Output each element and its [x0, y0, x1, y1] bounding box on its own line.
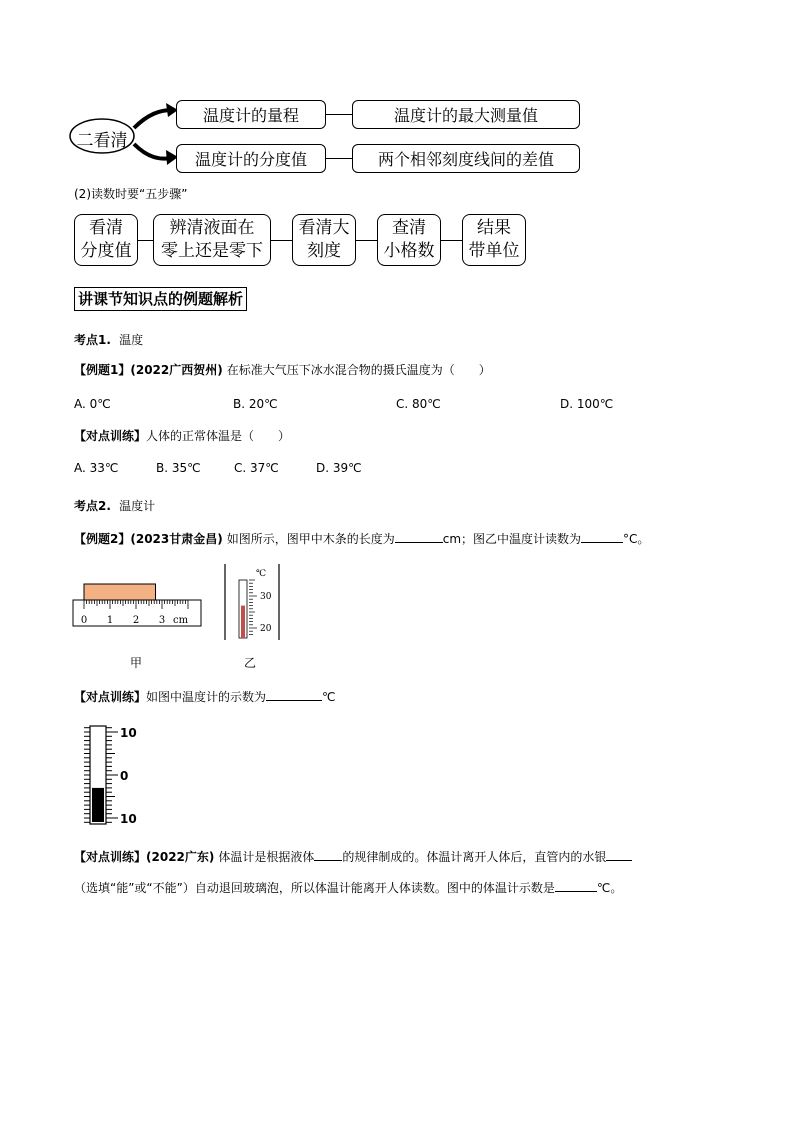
- thermo-c-liquid: [92, 788, 104, 822]
- train2-tag: 【对点训练】: [74, 690, 147, 704]
- thermo-b-label: 30: [260, 592, 272, 602]
- box-range-desc: 温度计的最大测量值: [352, 100, 580, 129]
- thermometer-b-figure: [222, 564, 282, 642]
- thermo-b-label: 20: [260, 624, 272, 634]
- step-4: 查清 小格数: [377, 214, 441, 266]
- ex2-text-b: cm；图乙中温度计读数为: [442, 532, 582, 546]
- center-label: 二看清: [76, 131, 128, 151]
- box-division: 温度计的分度值: [176, 144, 326, 173]
- ex2-tag: 【例题2】: [74, 532, 131, 546]
- step-connector-1: [137, 240, 153, 241]
- ex1-option-a: A. 0℃: [74, 397, 111, 411]
- step-connector-2: [270, 240, 292, 241]
- ex2-line: [74, 530, 649, 547]
- train2-blank: [266, 688, 322, 701]
- ex1-option-b: B. 20℃: [233, 397, 278, 411]
- box-range: 温度计的量程: [176, 100, 326, 129]
- step-1: 看清 分度值: [74, 214, 138, 266]
- train3-line1-b: 的规律制成的。体温计离开人体后，直管内的水银: [342, 850, 607, 864]
- steps-heading: (2)读数时要“五步骤”: [74, 187, 188, 201]
- train3-line2-a: （选填“能”或“不能”）自动退回玻璃泡，所以体温计能离开人体读数。图中的体温计示数是: [74, 881, 555, 895]
- train3-line2: [74, 879, 622, 896]
- wood-bar: [84, 584, 156, 600]
- step-connector-4: [440, 240, 462, 241]
- ruler-tick-label: 0: [80, 615, 88, 626]
- ruler-tick-label: 3: [158, 615, 166, 626]
- train3-line2-b: ℃。: [596, 881, 623, 895]
- step-3: 看清大 刻度: [292, 214, 356, 266]
- ex2-text-a: 如图所示，图甲中木条的长度为: [226, 532, 395, 546]
- ex1-text: 在标准大气压下冰水混合物的摄氏温度为（ ）: [226, 363, 491, 377]
- train3-tag: 【对点训练】: [74, 850, 147, 864]
- arrow-up: [134, 110, 172, 128]
- kp2-label: 考点2.: [74, 499, 111, 513]
- ex1-line: [74, 362, 491, 378]
- ruler-unit: cm: [173, 615, 189, 626]
- kp1-label: 考点1.: [74, 333, 111, 347]
- ex2-source: (2023甘肃金昌): [130, 532, 223, 546]
- ruler-tick-label: 1: [106, 615, 114, 626]
- train2-line: [74, 688, 336, 705]
- thermo-b-unit: ℃: [256, 569, 267, 579]
- train1-text: 人体的正常体温是（ ）: [146, 429, 291, 443]
- step-connector-3: [355, 240, 377, 241]
- thermo-c-label: 10: [120, 726, 137, 740]
- box-division-desc: 两个相邻刻度线间的差值: [352, 144, 580, 173]
- train2-text: 如图中温度计的示数为: [146, 690, 267, 704]
- train1-option-c: C. 37℃: [234, 461, 279, 475]
- kp1-heading: [74, 332, 143, 348]
- ex1-source: (2022广西贺州): [130, 363, 223, 377]
- train1-option-b: B. 35℃: [156, 461, 201, 475]
- train3-line1: [74, 848, 632, 865]
- ex2-blank-2: [581, 530, 623, 543]
- train3-blank-3: [555, 879, 597, 892]
- train1-option-d: D. 39℃: [316, 461, 362, 475]
- thermo-b-caption: 乙: [244, 656, 257, 670]
- connector-bottom: [326, 158, 352, 159]
- ex1-option-d: D. 100℃: [560, 397, 614, 411]
- train3-blank-1: [314, 848, 342, 861]
- train3-line1-a: 体温计是根据液体: [218, 850, 315, 864]
- ruler-figure: [72, 578, 204, 630]
- step-2: 辨清液面在 零上还是零下: [153, 214, 271, 266]
- ex2-blank-1: [395, 530, 443, 543]
- thermometer-c-figure: [80, 722, 140, 830]
- section-title: 讲课节知识点的例题解析: [74, 287, 247, 311]
- step-5: 结果 带单位: [462, 214, 526, 266]
- kp2-heading: [74, 498, 155, 514]
- ruler-caption: 甲: [130, 656, 143, 670]
- thermo-c-label: 10: [120, 812, 137, 826]
- thermo-c-label: 0: [120, 769, 129, 783]
- train1-tag: 【对点训练】: [74, 429, 147, 443]
- ruler-tick-label: 2: [132, 615, 140, 626]
- ex1-option-c: C. 80℃: [396, 397, 441, 411]
- kp1-title: 温度: [119, 333, 144, 347]
- connector-top: [326, 114, 352, 115]
- train2-unit: ℃: [322, 690, 336, 704]
- ex2-text-c: °C。: [623, 532, 650, 546]
- train3-source: (2022广东): [146, 850, 215, 864]
- thermo-b-mercury: [241, 606, 245, 638]
- train1-option-a: A. 33℃: [74, 461, 119, 475]
- train1-line: [74, 428, 290, 444]
- kp2-title: 温度计: [119, 499, 156, 513]
- ex1-tag: 【例题1】: [74, 363, 131, 377]
- train3-blank-2: [606, 848, 632, 861]
